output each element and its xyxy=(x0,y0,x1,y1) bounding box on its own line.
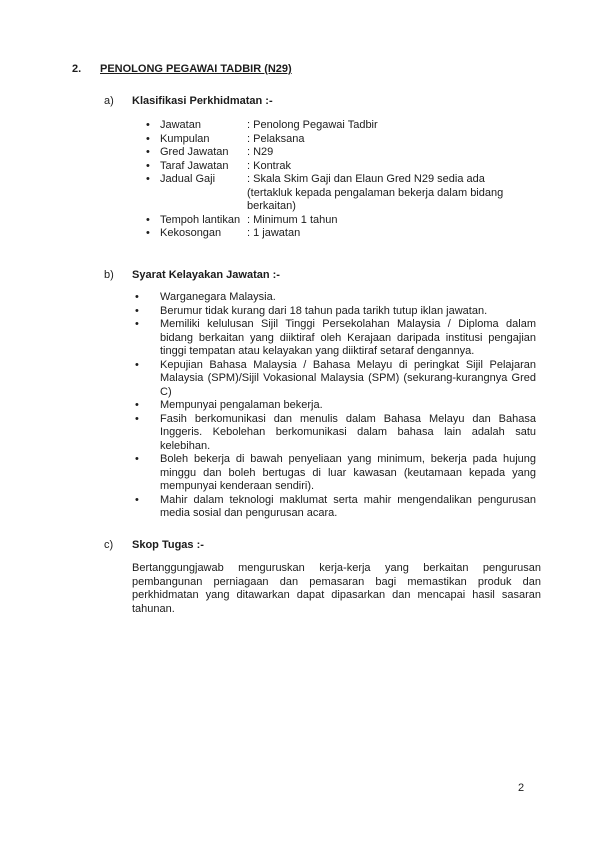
bullet-marker: • xyxy=(146,173,150,185)
item-value: : Minimum 1 tahun xyxy=(247,213,338,226)
section-heading xyxy=(72,63,541,77)
scope-paragraph: Bertanggungjawab menguruskan kerja-kerja yang berkaitan pengurusan pembangunan perniagaan dan pemasaran bagi memastikan produk dan perkhidmatan yang ditawarkan dapat dipasarkan dan mencapai hasil sasaran tahunan. xyxy=(132,562,541,615)
list-item xyxy=(135,318,541,359)
document-content xyxy=(72,63,541,616)
subsection-skop-header xyxy=(104,539,541,553)
list-item xyxy=(146,214,541,228)
bullet-marker: • xyxy=(146,227,150,239)
requirements-list xyxy=(135,291,541,521)
list-item xyxy=(146,119,541,133)
item-label: Jadual Gaji xyxy=(160,173,216,185)
bullet-marker: • xyxy=(135,291,139,303)
section-heading-title: PENOLONG PEGAWAI TADBIR (N29) xyxy=(100,63,292,75)
item-value: : Kontrak xyxy=(247,159,292,172)
bullet-marker: • xyxy=(146,132,150,145)
list-item xyxy=(135,413,541,454)
subsection-klasifikasi-header xyxy=(104,95,541,109)
requirement-text: Boleh bekerja di bawah penyeliaan yang minimum, bekerja pada hujung minggu dan boleh bertugas di luar kawasan (keutamaan kepada yang mempunyai kenderaan sendiri). xyxy=(160,453,536,492)
item-value: : 1 jawatan xyxy=(247,227,301,239)
list-item xyxy=(135,305,541,319)
bullet-marker: • xyxy=(146,213,150,226)
item-value: : N29 xyxy=(247,146,274,158)
requirement-text: Kepujian Bahasa Malaysia / Bahasa Melayu di peringkat Sijil Pelajaran Malaysia (SPM)/Sijil Vokasional Malaysia (SPM) (sekurang-kurangnya Gred C) xyxy=(160,358,536,398)
item-label: Kekosongan xyxy=(160,227,222,239)
subsection-letter: a) xyxy=(104,95,114,107)
bullet-marker: • xyxy=(135,318,139,330)
bullet-marker: • xyxy=(135,399,139,411)
bullet-marker: • xyxy=(135,412,139,425)
item-value: : Pelaksana xyxy=(247,132,305,145)
item-value: : Penolong Pegawai Tadbir xyxy=(247,119,378,131)
requirement-text: Warganegara Malaysia. xyxy=(160,291,276,303)
subsection-letter: b) xyxy=(104,269,114,281)
classification-list xyxy=(146,119,541,241)
bullet-marker: • xyxy=(135,493,139,506)
requirement-text: Mahir dalam teknologi maklumat serta mahir mengendalikan pengurusan media sosial dan pengurusan acara. xyxy=(160,493,536,519)
subsection-syarat-header xyxy=(104,269,541,283)
page-number: 2 xyxy=(518,782,525,794)
requirement-text: Fasih berkomunikasi dan menulis dalam Bahasa Melayu dan Bahasa Inggeris. Kebolehan berkomunikasi dalam bahasa lain adalah satu kelebihan. xyxy=(160,412,536,452)
subsection-letter: c) xyxy=(104,539,114,551)
subsection-title: Klasifikasi Perkhidmatan :- xyxy=(132,95,273,107)
item-label: Jawatan xyxy=(160,119,201,131)
list-item xyxy=(135,494,541,521)
list-item xyxy=(146,160,541,174)
subsection-title: Syarat Kelayakan Jawatan :- xyxy=(132,269,280,281)
requirement-text: Memiliki kelulusan Sijil Tinggi Persekolahan Malaysia / Diploma dalam bidang berkaitan yang diiktiraf oleh Kerajaan daripada institusi pengajian tinggi tempatan atau kelayakan yang diiktiraf setaraf dengannya. xyxy=(160,318,536,357)
requirement-text: Berumur tidak kurang dari 18 tahun pada tarikh tutup iklan jawatan. xyxy=(160,304,488,317)
bullet-marker: • xyxy=(146,159,150,172)
item-value: : Skala Skim Gaji dan Elaun Gred N29 sedia ada (tertakluk kepada pengalaman bekerja dalam bidang berkaitan) xyxy=(247,173,504,212)
item-label: Gred Jawatan xyxy=(160,146,229,158)
item-label: Tempoh lantikan xyxy=(160,213,241,226)
list-item xyxy=(135,453,541,494)
bullet-marker: • xyxy=(146,146,150,158)
item-label: Kumpulan xyxy=(160,132,210,145)
list-item xyxy=(135,291,541,305)
bullet-marker: • xyxy=(135,453,139,465)
subsection-title: Skop Tugas :- xyxy=(132,539,204,551)
bullet-marker: • xyxy=(146,119,150,131)
section-heading-number: 2. xyxy=(72,63,82,75)
item-label: Taraf Jawatan xyxy=(160,159,229,172)
bullet-marker: • xyxy=(135,358,139,371)
list-item xyxy=(146,133,541,147)
list-item xyxy=(146,173,541,214)
list-item xyxy=(146,146,541,160)
list-item xyxy=(146,227,541,241)
list-item xyxy=(135,399,541,413)
requirement-text: Mempunyai pengalaman bekerja. xyxy=(160,399,323,411)
list-item xyxy=(135,359,541,400)
bullet-marker: • xyxy=(135,304,139,317)
